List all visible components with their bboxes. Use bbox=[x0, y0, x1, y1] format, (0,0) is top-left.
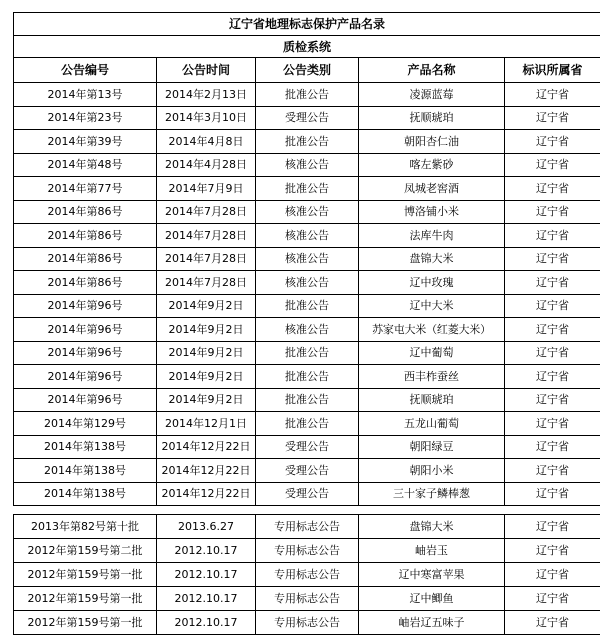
cell-notice-type: 批准公告 bbox=[256, 177, 359, 201]
cell-province: 辽宁省 bbox=[505, 563, 600, 587]
header-notice-number: 公告编号 bbox=[14, 58, 157, 83]
cell-notice-number: 2014年第138号 bbox=[14, 435, 157, 459]
cell-province: 辽宁省 bbox=[505, 341, 600, 365]
cell-province: 辽宁省 bbox=[505, 515, 600, 539]
table-row bbox=[14, 365, 600, 389]
cell-province: 辽宁省 bbox=[505, 130, 600, 154]
header-product-name: 产品名称 bbox=[359, 58, 505, 83]
cell-notice-date: 2014年9月2日 bbox=[157, 388, 256, 412]
table-row bbox=[14, 318, 600, 342]
cell-notice-date: 2012.10.17 bbox=[157, 611, 256, 635]
cell-notice-date: 2014年4月8日 bbox=[157, 130, 256, 154]
table-row bbox=[14, 435, 600, 459]
cell-product-name: 抚顺琥珀 bbox=[359, 106, 505, 130]
cell-notice-type: 专用标志公告 bbox=[256, 611, 359, 635]
cell-notice-date: 2014年12月22日 bbox=[157, 459, 256, 483]
table-row bbox=[14, 539, 600, 563]
cell-province: 辽宁省 bbox=[505, 106, 600, 130]
cell-product-name: 抚顺琥珀 bbox=[359, 388, 505, 412]
cell-notice-number: 2014年第86号 bbox=[14, 224, 157, 248]
cell-product-name: 喀左紫砂 bbox=[359, 153, 505, 177]
cell-notice-type: 核准公告 bbox=[256, 224, 359, 248]
cell-notice-date: 2013.6.27 bbox=[157, 515, 256, 539]
cell-notice-number: 2014年第13号 bbox=[14, 83, 157, 107]
cell-notice-date: 2014年12月1日 bbox=[157, 412, 256, 436]
table-row bbox=[14, 224, 600, 248]
cell-notice-number: 2014年第39号 bbox=[14, 130, 157, 154]
table-row bbox=[14, 247, 600, 271]
cell-province: 辽宁省 bbox=[505, 412, 600, 436]
cell-province: 辽宁省 bbox=[505, 435, 600, 459]
cell-province: 辽宁省 bbox=[505, 482, 600, 506]
cell-product-name: 法库牛肉 bbox=[359, 224, 505, 248]
cell-product-name: 岫岩玉 bbox=[359, 539, 505, 563]
cell-notice-date: 2014年9月2日 bbox=[157, 341, 256, 365]
cell-notice-date: 2014年9月2日 bbox=[157, 365, 256, 389]
cell-province: 辽宁省 bbox=[505, 200, 600, 224]
table-title: 辽宁省地理标志保护产品名录 bbox=[14, 13, 600, 36]
cell-notice-date: 2014年7月28日 bbox=[157, 247, 256, 271]
cell-product-name: 岫岩辽五味子 bbox=[359, 611, 505, 635]
cell-notice-date: 2014年3月10日 bbox=[157, 106, 256, 130]
cell-notice-number: 2014年第96号 bbox=[14, 318, 157, 342]
table-row bbox=[14, 130, 600, 154]
cell-notice-type: 受理公告 bbox=[256, 482, 359, 506]
cell-notice-type: 核准公告 bbox=[256, 247, 359, 271]
cell-notice-type: 专用标志公告 bbox=[256, 515, 359, 539]
cell-notice-date: 2014年7月28日 bbox=[157, 271, 256, 295]
cell-notice-number: 2014年第96号 bbox=[14, 365, 157, 389]
cell-notice-date: 2012.10.17 bbox=[157, 587, 256, 611]
cell-notice-type: 专用标志公告 bbox=[256, 587, 359, 611]
cell-product-name: 三十家子鳞棒葱 bbox=[359, 482, 505, 506]
cell-notice-type: 批准公告 bbox=[256, 341, 359, 365]
cell-notice-type: 核准公告 bbox=[256, 153, 359, 177]
cell-notice-number: 2014年第138号 bbox=[14, 482, 157, 506]
cell-province: 辽宁省 bbox=[505, 611, 600, 635]
cell-notice-date: 2014年2月13日 bbox=[157, 83, 256, 107]
table-row bbox=[14, 388, 600, 412]
cell-product-name: 辽中葡萄 bbox=[359, 341, 505, 365]
cell-province: 辽宁省 bbox=[505, 365, 600, 389]
cell-notice-type: 核准公告 bbox=[256, 318, 359, 342]
table-row bbox=[14, 177, 600, 201]
cell-notice-number: 2014年第86号 bbox=[14, 200, 157, 224]
cell-notice-number: 2012年第159号第二批 bbox=[14, 539, 157, 563]
cell-notice-type: 批准公告 bbox=[256, 388, 359, 412]
cell-notice-date: 2014年4月28日 bbox=[157, 153, 256, 177]
header-notice-date: 公告时间 bbox=[157, 58, 256, 83]
cell-notice-type: 受理公告 bbox=[256, 459, 359, 483]
cell-province: 辽宁省 bbox=[505, 318, 600, 342]
cell-notice-number: 2012年第159号第一批 bbox=[14, 563, 157, 587]
cell-notice-date: 2014年12月22日 bbox=[157, 482, 256, 506]
cell-notice-type: 专用标志公告 bbox=[256, 539, 359, 563]
section-gap bbox=[14, 506, 600, 515]
cell-product-name: 盘锦大米 bbox=[359, 515, 505, 539]
cell-notice-number: 2014年第138号 bbox=[14, 459, 157, 483]
header-province: 标识所属省 bbox=[505, 58, 600, 83]
cell-product-name: 朝阳小米 bbox=[359, 459, 505, 483]
cell-notice-date: 2014年7月9日 bbox=[157, 177, 256, 201]
cell-product-name: 辽中大米 bbox=[359, 294, 505, 318]
cell-product-name: 辽中玫瑰 bbox=[359, 271, 505, 295]
table-row bbox=[14, 153, 600, 177]
cell-notice-type: 批准公告 bbox=[256, 412, 359, 436]
table-row bbox=[14, 341, 600, 365]
cell-notice-number: 2014年第23号 bbox=[14, 106, 157, 130]
cell-province: 辽宁省 bbox=[505, 539, 600, 563]
cell-notice-number: 2014年第86号 bbox=[14, 271, 157, 295]
cell-notice-number: 2014年第48号 bbox=[14, 153, 157, 177]
cell-province: 辽宁省 bbox=[505, 224, 600, 248]
gap-cell bbox=[14, 506, 600, 515]
table-row bbox=[14, 482, 600, 506]
cell-province: 辽宁省 bbox=[505, 388, 600, 412]
cell-notice-type: 核准公告 bbox=[256, 200, 359, 224]
cell-notice-type: 批准公告 bbox=[256, 365, 359, 389]
cell-province: 辽宁省 bbox=[505, 247, 600, 271]
table-row bbox=[14, 271, 600, 295]
table-row bbox=[14, 587, 600, 611]
cell-notice-date: 2014年7月28日 bbox=[157, 200, 256, 224]
cell-product-name: 盘锦大米 bbox=[359, 247, 505, 271]
cell-product-name: 五龙山葡萄 bbox=[359, 412, 505, 436]
cell-province: 辽宁省 bbox=[505, 83, 600, 107]
table-row bbox=[14, 412, 600, 436]
cell-notice-type: 批准公告 bbox=[256, 130, 359, 154]
table-row bbox=[14, 611, 600, 635]
cell-province: 辽宁省 bbox=[505, 459, 600, 483]
cell-product-name: 朝阳绿豆 bbox=[359, 435, 505, 459]
table-row bbox=[14, 515, 600, 539]
system-label: 质检系统 bbox=[14, 36, 600, 58]
cell-notice-date: 2014年12月22日 bbox=[157, 435, 256, 459]
cell-product-name: 博洛铺小米 bbox=[359, 200, 505, 224]
cell-product-name: 辽中鲫鱼 bbox=[359, 587, 505, 611]
spreadsheet bbox=[13, 12, 600, 635]
header-notice-type: 公告类别 bbox=[256, 58, 359, 83]
cell-product-name: 西丰柞蚕丝 bbox=[359, 365, 505, 389]
cell-province: 辽宁省 bbox=[505, 271, 600, 295]
cell-product-name: 凤城老窖酒 bbox=[359, 177, 505, 201]
cell-notice-number: 2014年第96号 bbox=[14, 341, 157, 365]
cell-notice-date: 2014年9月2日 bbox=[157, 294, 256, 318]
cell-notice-number: 2014年第77号 bbox=[14, 177, 157, 201]
cell-notice-number: 2012年第159号第一批 bbox=[14, 587, 157, 611]
product-table bbox=[13, 12, 600, 635]
cell-province: 辽宁省 bbox=[505, 294, 600, 318]
cell-notice-number: 2014年第96号 bbox=[14, 388, 157, 412]
table-row bbox=[14, 563, 600, 587]
cell-notice-number: 2014年第129号 bbox=[14, 412, 157, 436]
cell-province: 辽宁省 bbox=[505, 587, 600, 611]
cell-product-name: 朝阳杏仁油 bbox=[359, 130, 505, 154]
cell-product-name: 凌源蓝莓 bbox=[359, 83, 505, 107]
cell-product-name: 辽中寒富苹果 bbox=[359, 563, 505, 587]
table-row bbox=[14, 83, 600, 107]
cell-notice-type: 受理公告 bbox=[256, 435, 359, 459]
cell-product-name: 苏家屯大米（红菱大米） bbox=[359, 318, 505, 342]
table-row bbox=[14, 106, 600, 130]
cell-notice-number: 2014年第96号 bbox=[14, 294, 157, 318]
cell-province: 辽宁省 bbox=[505, 153, 600, 177]
cell-notice-date: 2012.10.17 bbox=[157, 539, 256, 563]
cell-notice-type: 核准公告 bbox=[256, 271, 359, 295]
cell-notice-date: 2012.10.17 bbox=[157, 563, 256, 587]
table-row bbox=[14, 294, 600, 318]
table-row bbox=[14, 459, 600, 483]
cell-notice-number: 2013年第82号第十批 bbox=[14, 515, 157, 539]
cell-notice-type: 批准公告 bbox=[256, 83, 359, 107]
cell-province: 辽宁省 bbox=[505, 177, 600, 201]
cell-notice-type: 专用标志公告 bbox=[256, 563, 359, 587]
cell-notice-date: 2014年7月28日 bbox=[157, 224, 256, 248]
cell-notice-number: 2012年第159号第一批 bbox=[14, 611, 157, 635]
cell-notice-date: 2014年9月2日 bbox=[157, 318, 256, 342]
cell-notice-number: 2014年第86号 bbox=[14, 247, 157, 271]
cell-notice-type: 批准公告 bbox=[256, 294, 359, 318]
cell-notice-type: 受理公告 bbox=[256, 106, 359, 130]
table-row bbox=[14, 200, 600, 224]
